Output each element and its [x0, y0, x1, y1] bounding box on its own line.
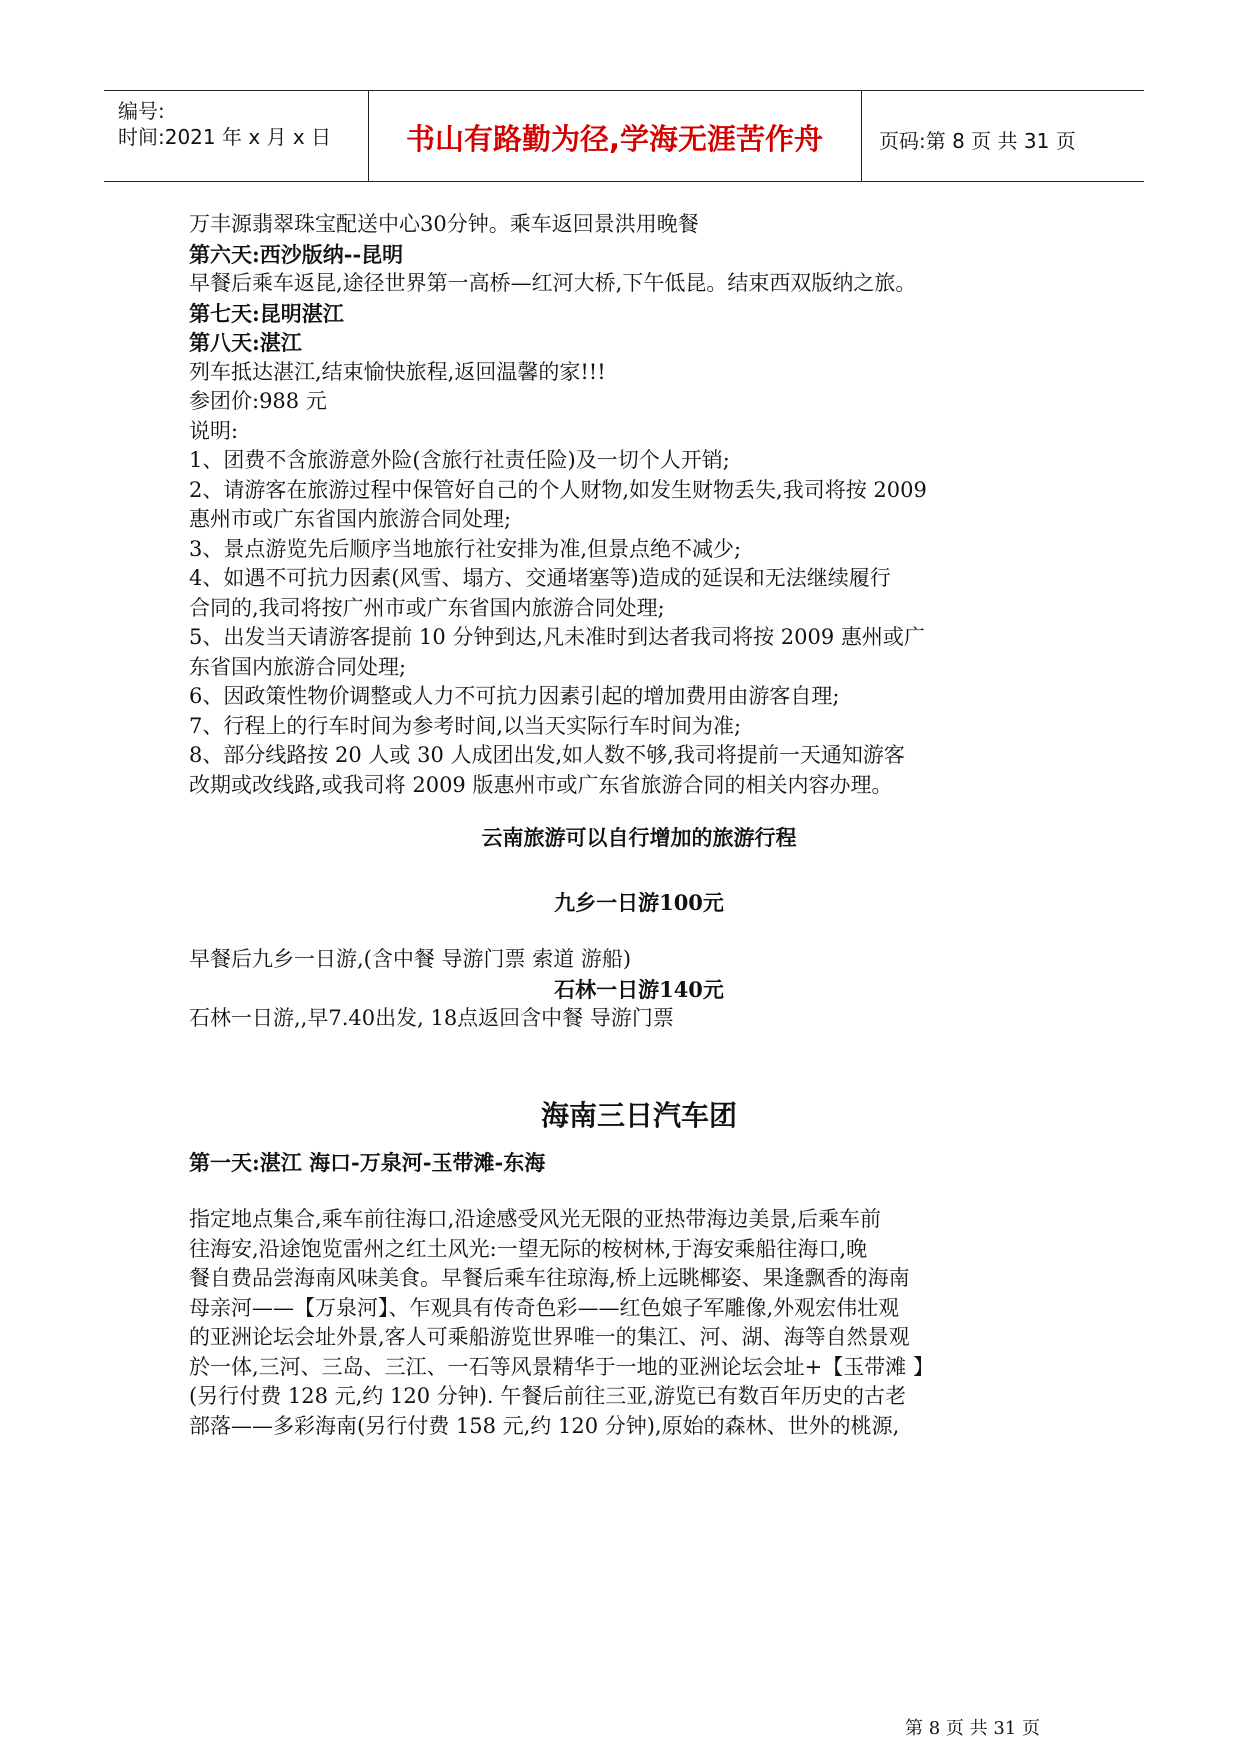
itinerary-day-heading: 第六天:西沙版纳--昆明	[189, 241, 404, 267]
paragraph-line: 於一体,三河、三岛、三江、一石等风景精华于一地的亚洲论坛会址+【玉带滩 】	[189, 1354, 934, 1379]
header-motto-cell	[368, 91, 862, 181]
itinerary-line: 万丰源翡翠珠宝配送中心30分钟。乘车返回景洪用晚餐	[189, 212, 699, 236]
paragraph-line: 部落——多彩海南(另行付费 158 元,约 120 分钟),原始的森林、世外的桃源,	[189, 1413, 900, 1438]
itinerary-line: 4、如遇不可抗力因素(风雪、塌方、交通堵塞等)造成的延误和无法继续履行	[189, 566, 891, 590]
header-motto: 书山有路勤为径,学海无涯苦作舟	[405, 122, 824, 156]
page-header	[104, 90, 1144, 182]
header-info-cell	[104, 91, 369, 181]
itinerary-line: 说明:	[189, 418, 239, 443]
page-content	[189, 210, 1089, 1441]
hainan-day1-paragraph	[189, 1205, 1089, 1441]
itinerary-line: 5、出发当天请游客提前 10 分钟到达,凡未准时到达者我司将按 2009 惠州或广	[189, 625, 925, 649]
itinerary-line: 东省国内旅游合同处理;	[189, 654, 407, 679]
itinerary-line: 惠州市或广东省国内旅游合同处理;	[189, 507, 512, 531]
itinerary-line: 8、部分线路按 20 人或 30 人成团出发,如人数不够,我司将提前一天通知游客	[189, 743, 905, 767]
paragraph-line: 往海安,沿途饱览雷州之红土风光:一望无际的桉树林,于海安乘船往海口,晚	[189, 1236, 868, 1261]
document-number: 编号:	[118, 99, 165, 123]
itinerary-day-heading: 第八天:湛江	[189, 330, 302, 355]
optional-tours-title: 云南旅游可以自行增加的旅游行程	[481, 825, 797, 850]
header-page-number: 页码:第 8 页 共 31 页	[879, 129, 1076, 153]
itinerary-line: 3、景点游览先后顺序当地旅行社安排为准,但景点绝不减少;	[189, 536, 742, 561]
hainan-day1-title: 第一天:湛江 海口-万泉河-玉带滩-东海	[189, 1149, 546, 1175]
paragraph-line: 母亲河——【万泉河】、乍观具有传奇色彩——红色娘子军雕像,外观宏伟壮观	[189, 1295, 900, 1320]
itinerary-line: 改期或改线路,或我司将 2009 版惠州市或广东省旅游合同的相关内容办理。	[189, 772, 893, 797]
hainan-title: 海南三日汽车团	[540, 1098, 737, 1132]
document-time: 时间:2021 年 x 月 x 日	[118, 125, 332, 149]
itinerary-line: 2、请游客在旅游过程中保管好自己的个人财物,如发生财物丢失,我司将按 2009	[189, 477, 927, 502]
itinerary-line: 1、团费不含旅游意外险(含旅行社责任险)及一切个人开销;	[189, 448, 730, 472]
header-page-cell	[861, 91, 1144, 181]
tour2-title: 石林一日游140元	[554, 976, 724, 1002]
paragraph-line: 的亚洲论坛会址外景,客人可乘船游览世界唯一的集江、河、湖、海等自然景观	[189, 1325, 910, 1349]
itinerary-line: 合同的,我司将按广州市或广东省国内旅游合同处理;	[189, 595, 665, 620]
paragraph-line: 指定地点集合,乘车前往海口,沿途感受风光无限的亚热带海边美景,后乘车前	[189, 1207, 882, 1231]
page-footer: 第 8 页 共 31 页	[905, 1718, 1040, 1739]
itinerary-line: 列车抵达湛江,结束愉快旅程,返回温馨的家!!!	[189, 359, 606, 384]
itinerary-line: 6、因政策性物价调整或人力不可抗力因素引起的增加费用由游客自理;	[189, 684, 840, 708]
tour1-title: 九乡一日游100元	[554, 890, 724, 915]
itinerary-line: 早餐后乘车返昆,途径世界第一高桥—红河大桥,下午低昆。结束西双版纳之旅。	[189, 271, 917, 295]
tour2-description: 石林一日游,,早7.40出发, 18点返回含中餐 导游门票	[189, 1006, 674, 1030]
paragraph-line: (另行付费 128 元,约 120 分钟). 午餐后前往三亚,游览已有数百年历史的古老	[189, 1384, 906, 1408]
itinerary-day-heading: 第七天:昆明湛江	[189, 300, 344, 326]
itinerary-line: 7、行程上的行车时间为参考时间,以当天实际行车时间为准;	[189, 713, 742, 738]
tour1-description: 早餐后九乡一日游,(含中餐 导游门票 索道 游船)	[189, 947, 632, 971]
itinerary-section	[189, 210, 1089, 800]
itinerary-line: 参团价:988 元	[189, 389, 327, 413]
paragraph-line: 餐自费品尝海南风味美食。早餐后乘车往琼海,桥上远眺椰姿、果逢飘香的海南	[189, 1266, 910, 1290]
